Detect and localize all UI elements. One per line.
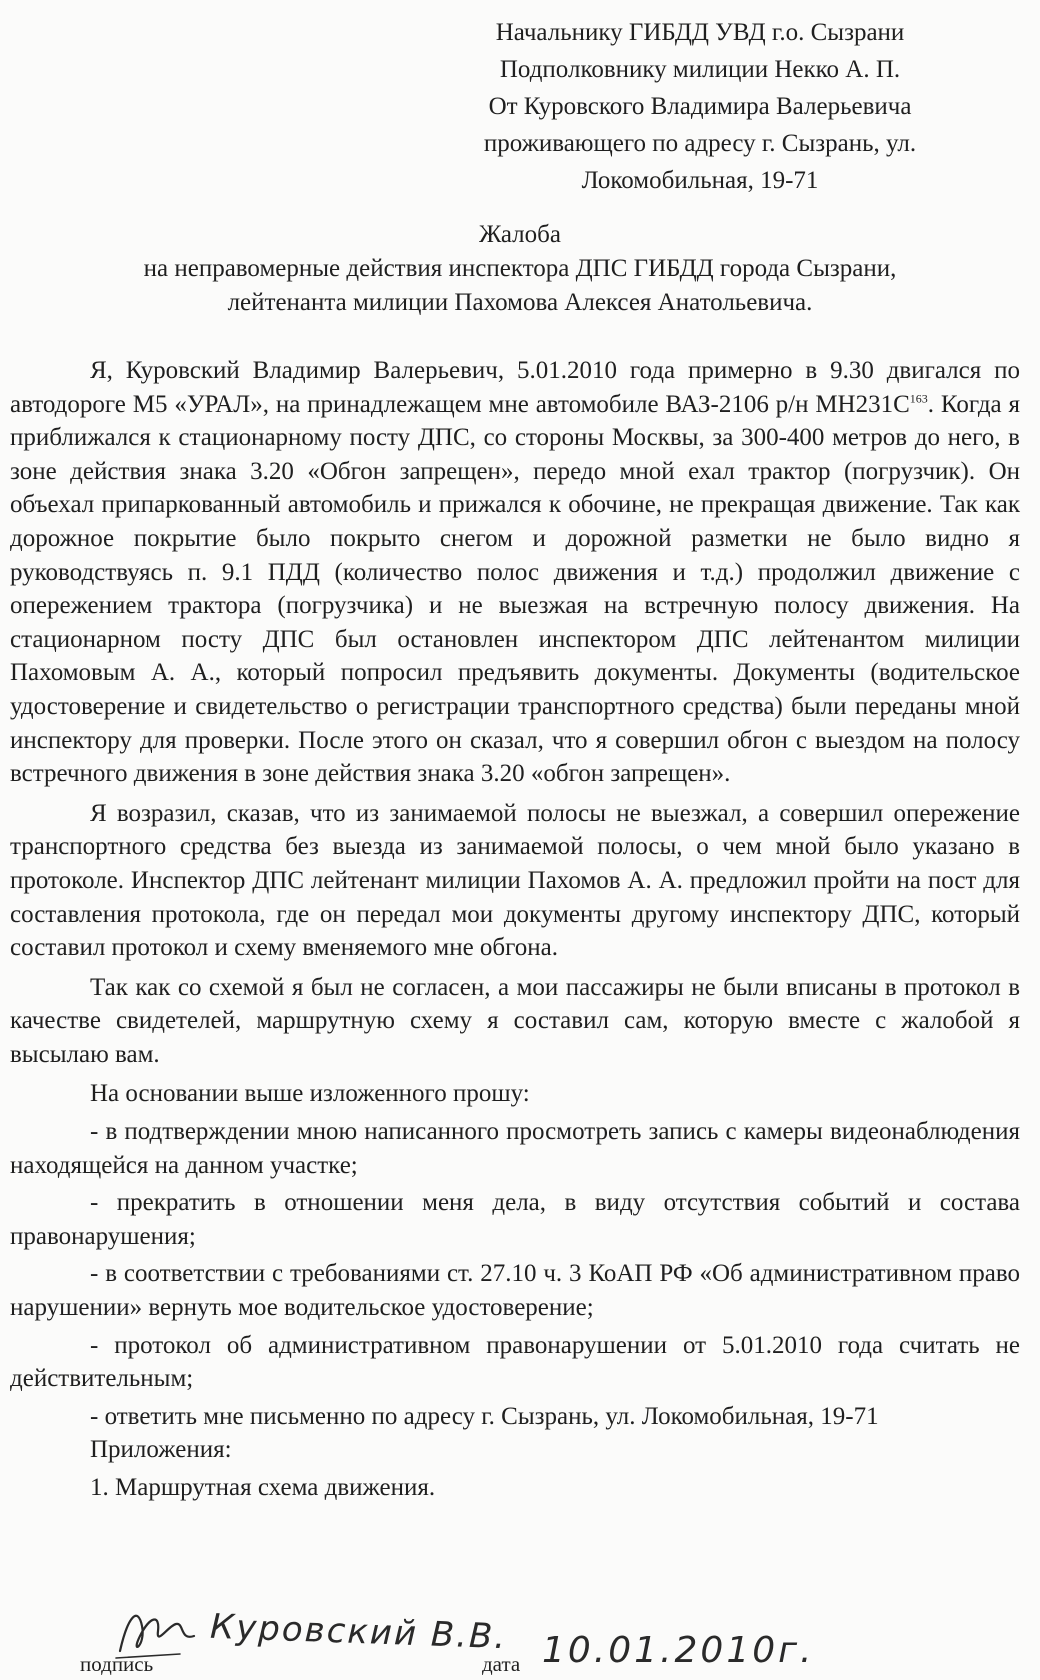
title-line: на неправомерные действия инспектора ДПС ГИБДД города Сызрани, [143,255,897,282]
request-item: - протокол об административном правонарушении от 5.01.2010 года считать не действительным; [10,1331,1020,1393]
title-line: лейтенанта милиции Пахомова Алексея Анатольевича. [227,289,813,316]
handwritten-date: 10.01.2010г. [542,1630,815,1671]
request-item: - прекратить в отношении меня дела, в виду отсутствия событий и состава правонарушения; [10,1189,1020,1250]
addressee-line: проживающего по адресу г. Сызрань, ул. [483,130,917,157]
request-item: - в подтверждении мною написанного просмотреть запись с камеры видеонаблюдения находящейся на данном участке; [10,1118,1020,1179]
paragraph: Я возразил, сказав, что из занимаемой полосы не выезжал, а совершил опережение транспортного средства без выезда из занимаемой полосы, о чем мной было указано в протоколе. Инспектор ДПС лейтенант милиции Пахомов А. А. предложил пройти на пост для составления протокола, где он передал мои документы другому инспектору ДПС, который составил протокол и схему вменяемого мне обгона. [10,799,1020,962]
addressee-line: Локомобильная, 19-71 [581,167,819,194]
complaint-body [10,354,1020,1505]
request-intro: На основании выше изложенного прошу: [90,1080,530,1108]
addressee-block [420,14,980,199]
complaint-title [40,218,1000,320]
signature-label: подпись [80,1652,154,1676]
paragraph: Так как со схемой я был не согласен, а мои пассажиры не были вписаны в протокол в качестве свидетелей, маршрутную схему я составил сам, которую вместе с жалобой я высылаю вам. [10,973,1020,1068]
title-heading: Жалоба [479,221,561,248]
signature-row [80,1590,980,1680]
paragraph [10,354,1020,791]
attachments-heading: Приложения: [90,1436,232,1464]
addressee-line: От Куровского Владимира Валерьевича [488,93,912,120]
addressee-line: Подполковнику милиции Некко А. П. [499,56,901,83]
region-code: 163 [909,391,928,406]
date-label: дата [482,1652,521,1676]
attachment-item: 1. Маршрутная схема движения. [90,1474,436,1501]
paragraph-text: Я, Куровский Владимир Валерьевич, 5.01.2010 года примерно в 9.30 двигался по автодороге М5 «УРАЛ», на принадлежащем мне автомобиле ВАЗ-2106 р/н МН231С [10,357,1020,418]
addressee-line: Начальнику ГИБДД УВД г.о. Сызрани [495,19,905,46]
handwritten-signature-name: Куровский В.В. [209,1606,508,1658]
paragraph-text: . Когда я приближался к стационарному посту ДПС, со стороны Москвы, за 300-400 метров до него, в зоне действия знака 3.20 «Обгон запрещен», передо мной ехал трактор (погрузчик). Он объехал припаркованный автомобиль и прижался к обочине, не прекращая движение. Так как дорожное покрытие было покрыто снегом и дорожной разметки не было видно я руководствуясь п. 9.1 ПДД (количество полос движения и т.д.) продолжил движение с опережением трактора (погрузчика) и не выезжая на встречную полосу движения. На стационарном посту ДПС был остановлен инспектором ДПС лейтенантом милиции Пахомовым А. А., который попросил предъявить документы. Документы (водительское удостоверение и свидетельство о регистрации транспортного средства) были переданы мной инспектору для проверки. После этого он сказал, что я совершил обгон с выездом на полосу встречного движения в зоне действия знака 3.20 «обгон запрещен». [10,390,1020,788]
request-item: - ответить мне письменно по адресу г. Сызрань, ул. Локомобильная, 19-71 [90,1402,879,1430]
request-item: - в соответствии с требованиями ст. 27.10 ч. 3 КоАП РФ «Об административном право нарушении» вернуть мое водительское удостоверение; [10,1260,1020,1322]
